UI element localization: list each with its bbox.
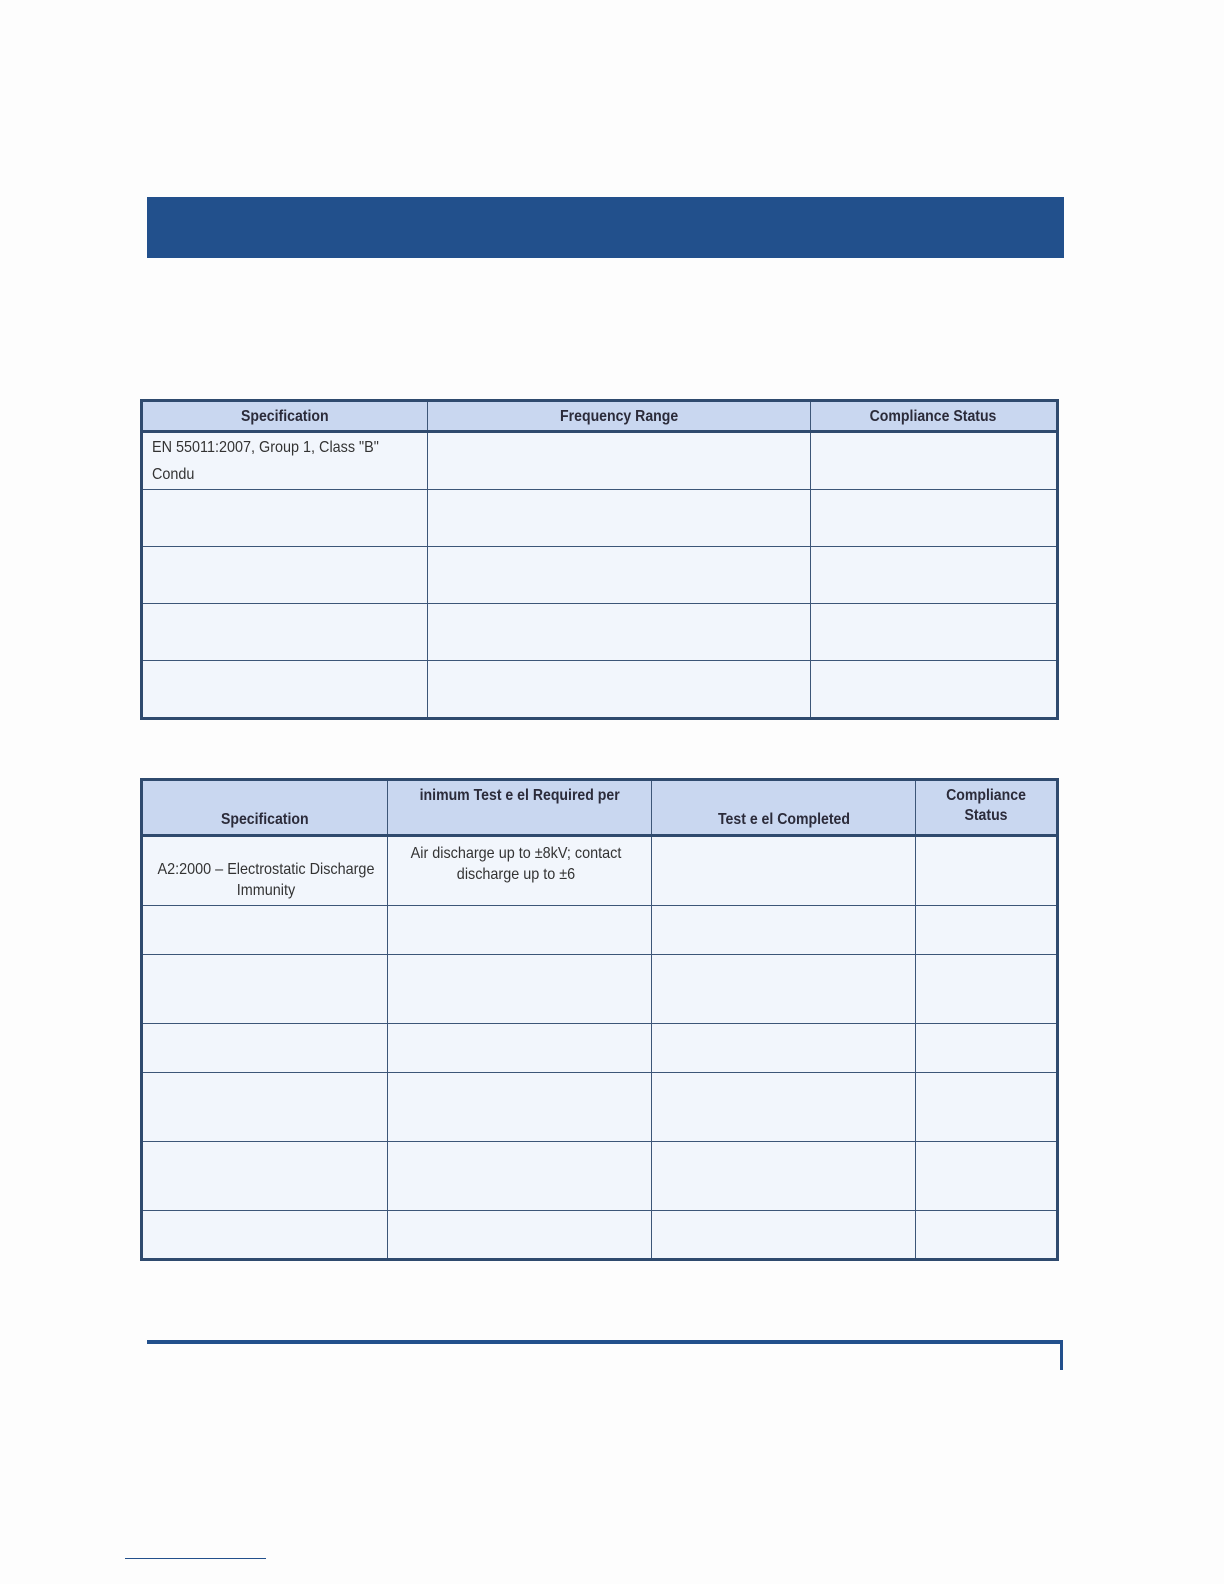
table-row [142,490,1058,547]
cell-minimum-test-level [388,1073,652,1142]
table-row [142,432,1058,490]
immunity-compliance-table [140,778,1059,1261]
footer-rule [147,1340,1063,1344]
cell-compliance-status [916,1024,1058,1073]
cell-compliance-status [811,604,1058,661]
cell-minimum-test-level [388,906,652,955]
cell-compliance-status [916,1211,1058,1260]
cell-specification [142,1073,388,1142]
header-specification: Specification [142,780,388,836]
cell-compliance-status [916,955,1058,1024]
cell-specification: A2:2000 – Electrostatic Discharge Immunity [142,836,388,906]
table-row [142,836,1058,906]
cell-frequency-range [428,604,811,661]
cell-specification [142,1142,388,1211]
table-row [142,955,1058,1024]
table-row [142,906,1058,955]
header-test-level-completed: Test e el Completed [652,780,916,836]
table-row [142,1211,1058,1260]
cell-compliance-status [916,1142,1058,1211]
cell-frequency-range [428,490,811,547]
cell-compliance-status [811,547,1058,604]
cell-specification [142,1024,388,1073]
emissions-compliance-table [140,399,1059,720]
footer-tick [1060,1340,1063,1370]
cell-frequency-range [428,432,811,490]
cell-test-level-completed [652,1024,916,1073]
cell-test-level-completed [652,1142,916,1211]
cell-test-level-completed [652,955,916,1024]
cell-specification [142,547,428,604]
cell-specification [142,490,428,547]
table-row [142,1142,1058,1211]
header-compliance-status: Compliance Status [811,401,1058,432]
cell-minimum-test-level [388,955,652,1024]
cell-compliance-status [811,490,1058,547]
cell-frequency-range [428,547,811,604]
cell-minimum-test-level: Air discharge up to ±8kV; contact discharge up to ±6 [388,836,652,906]
cell-specification [142,906,388,955]
cell-minimum-test-level [388,1211,652,1260]
table-row [142,661,1058,719]
cell-compliance-status [916,906,1058,955]
header-minimum-test-level-required: inimum Test e el Required per [388,780,652,836]
header-frequency-range: Frequency Range [428,401,811,432]
cell-specification: EN 55011:2007, Group 1, Class "B" Condu [142,432,428,490]
cell-test-level-completed [652,906,916,955]
cell-test-level-completed [652,1211,916,1260]
cell-specification [142,1211,388,1260]
cell-compliance-status [811,661,1058,719]
cell-test-level-completed [652,1073,916,1142]
cell-test-level-completed [652,836,916,906]
table-row [142,604,1058,661]
cell-specification [142,955,388,1024]
cell-specification [142,604,428,661]
cell-frequency-range [428,661,811,719]
cell-minimum-test-level [388,1024,652,1073]
table-row [142,547,1058,604]
cell-specification [142,661,428,719]
table-row [142,1024,1058,1073]
title-band [147,197,1064,258]
footnote-separator [125,1558,266,1559]
header-specification: Specification [142,401,428,432]
cell-compliance-status [916,836,1058,906]
cell-compliance-status [811,432,1058,490]
header-compliance-status: Compliance Status [916,780,1058,836]
cell-minimum-test-level [388,1142,652,1211]
table-row [142,1073,1058,1142]
cell-compliance-status [916,1073,1058,1142]
